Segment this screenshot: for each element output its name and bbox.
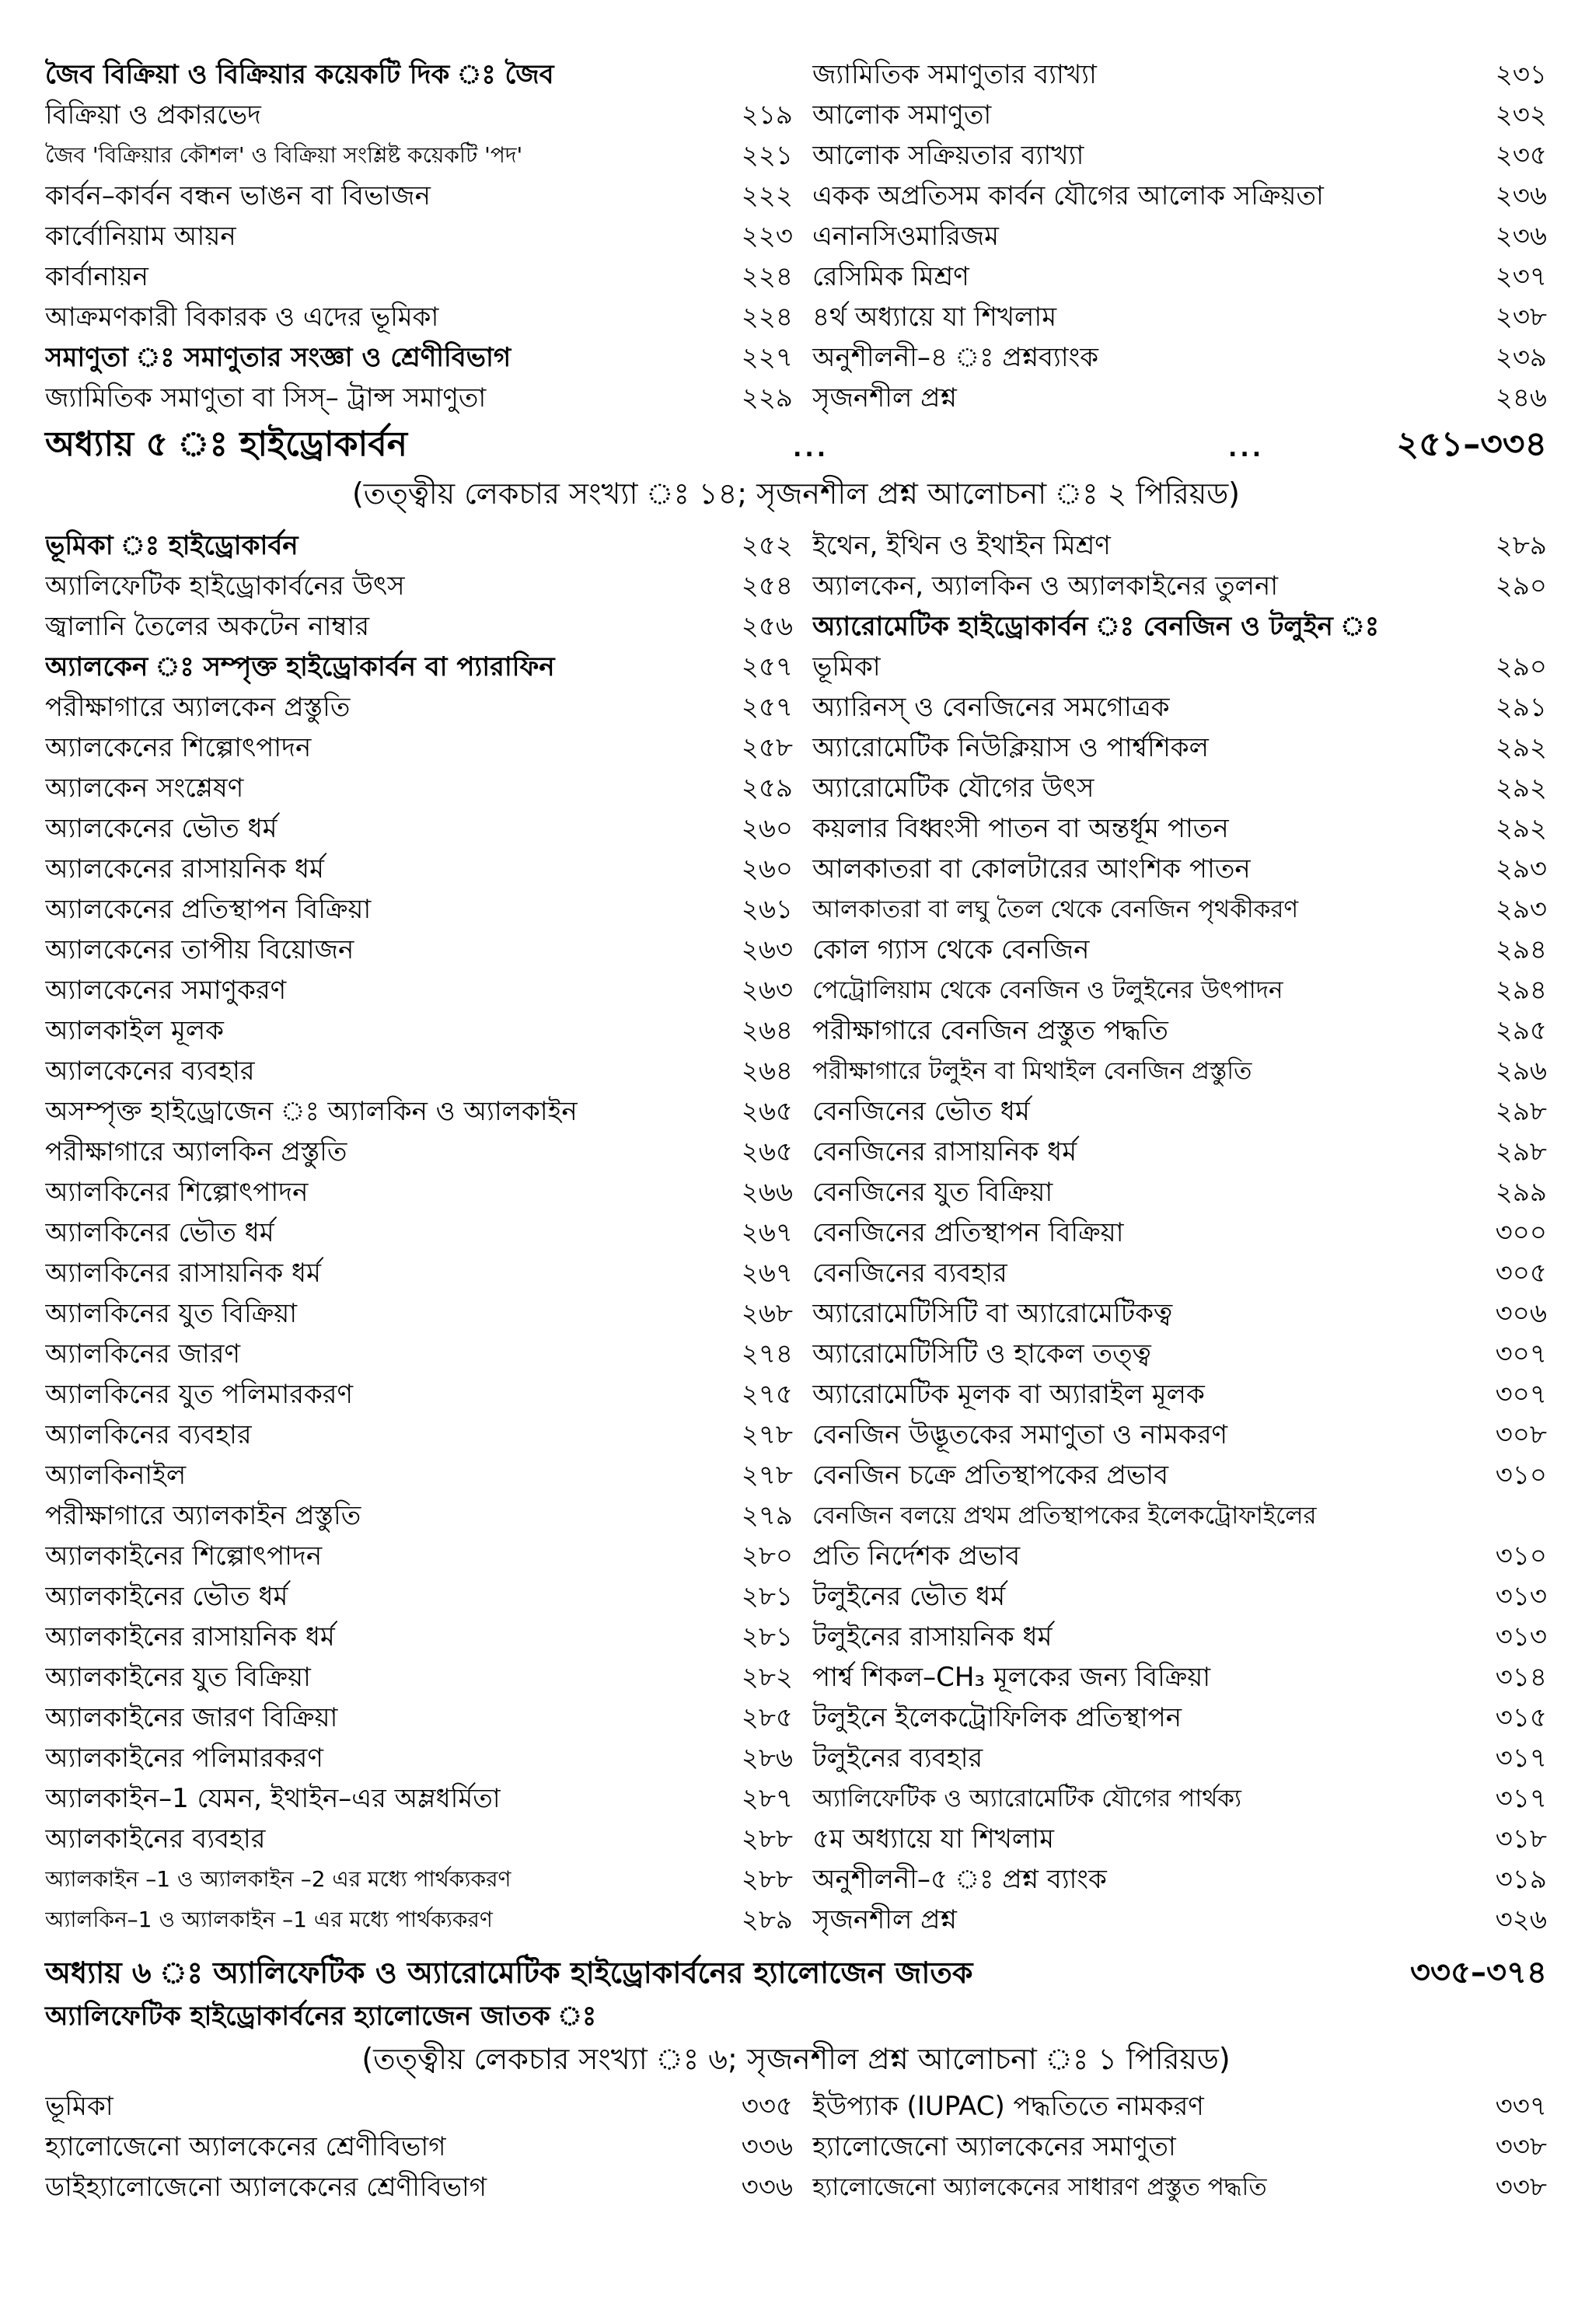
toc-left-page: ২১৯ [741,99,793,131]
toc-right-title: পার্শ্ব শিকল–CH₃ মূলকের জন্য বিক্রিয়া [812,1662,1211,1693]
toc-left-title: অ্যালকিনের জারণ [45,1338,241,1370]
toc-row [0,1415,1592,1455]
toc-right-page: ৩০৫ [1495,1258,1547,1289]
toc-left-page: ২৫৯ [741,773,793,804]
toc-right-page: ২৩৭ [1495,261,1547,292]
toc-row [0,1819,1592,1859]
toc-left-page: ২৮১ [741,1621,793,1652]
toc-right-title: অ্যারোমেটিসিটি বা অ্যারোমেটিকত্ব [812,1298,1173,1329]
toc-left-page: ২৬৭ [741,1258,793,1289]
toc-left-page: ২৬৫ [741,1096,793,1127]
toc-right-title: টলুইনের রাসায়নিক ধর্ম [812,1621,1053,1652]
toc-left-page: ২২৯ [741,382,793,414]
toc-left-page: ৩৩৬ [741,2172,793,2203]
toc-right-title: অ্যারোমেটিসিটি ও হাকেল তত্ত্ব [812,1338,1151,1370]
toc-left-title: আক্রমণকারী বিকারক ও এদের ভূমিকা [45,302,439,333]
section-subheading: অ্যালিফেটিক হাইড্রোকার্বনের হ্যালোজেন জাতক ঃ [45,2001,597,2032]
toc-left-title: পরীক্ষাগারে অ্যালকেন প্রস্তুতি [45,692,351,723]
toc-right-page: ২৯৪ [1495,975,1547,1006]
toc-left-title: অ্যালকেনের রাসায়নিক ধর্ম [45,853,324,885]
toc-left-page: ২৮৭ [741,1783,793,1814]
toc-right-page: ২৪৬ [1495,382,1547,414]
toc-left-page: ২৭৪ [741,1338,793,1370]
toc-right-title: কোল গ্যাস থেকে বেনজিন [812,934,1090,965]
chapter-page-range: ২৫১–৩৩৪ [1396,424,1547,464]
toc-right-page: ৩০০ [1495,1217,1547,1248]
toc-right-page: ২৯০ [1495,651,1547,682]
toc-left-page: ২৭৮ [741,1419,793,1450]
toc-row [0,1738,1592,1778]
toc-left-page: ২৫৮ [741,732,793,763]
toc-left-title: কার্বোনিয়াম আয়ন [45,221,236,252]
toc-row [0,297,1592,337]
toc-left-title: হ্যালোজেনো অ্যালকেনের শ্রেণীবিভাগ [45,2131,446,2162]
toc-right-title: জ্যামিতিক সমাণুতার ব্যাখ্যা [812,59,1097,90]
toc-right-page: ৩১৭ [1495,1743,1547,1774]
toc-left-page: ২৫৬ [741,611,793,642]
toc-row [0,2086,1592,2127]
toc-left-title: কার্বন–কার্বন বন্ধন ভাঙন বা বিভাজন [45,180,431,211]
toc-right-page: ২৩৯ [1495,342,1547,373]
dots-left: ... [793,435,829,462]
toc-left-title: জৈব বিক্রিয়া ও বিক্রিয়ার কয়েকটি দিক ঃ জৈব [45,59,554,90]
toc-right-page: ২৯২ [1495,732,1547,763]
toc-right-title: আলকাতরা বা কোলটারের আংশিক পাতন [812,853,1251,885]
toc-left-page: ২৮০ [741,1541,793,1572]
toc-left-page: ২৬০ [741,813,793,844]
toc-row [0,95,1592,135]
toc-left-title: অ্যালকেনের প্রতিস্থাপন বিক্রিয়া [45,894,372,925]
toc-right-title: বেনজিন চক্রে প্রতিস্থাপকের প্রভাব [812,1460,1169,1491]
toc-right-title: অ্যারোমেটিক হাইড্রোকার্বন ঃ বেনজিন ও টলুইন ঃ [812,611,1380,642]
toc-row [0,1010,1592,1051]
toc-left-title: অ্যালকাইনের রাসায়নিক ধর্ম [45,1621,335,1652]
chapter-page-range: ৩৩৫–৩৭৪ [1410,1955,1547,1991]
toc-left-page: ২৬৪ [741,1015,793,1046]
toc-left-page: ৩৩৬ [741,2131,793,2162]
toc-left-title: অ্যালকিনের যুত বিক্রিয়া [45,1298,298,1329]
toc-left-page: ২৮৬ [741,1743,793,1774]
toc-row [0,54,1592,95]
toc-right-title: টলুইনের ভৌত ধর্ম [812,1581,1006,1612]
toc-right-title: অ্যারোমেটিক মূলক বা অ্যারাইল মূলক [812,1379,1205,1410]
toc-row [0,1778,1592,1819]
toc-right-title: বেনজিনের ভৌত ধর্ম [812,1096,1030,1127]
toc-left-page: ২৬৫ [741,1136,793,1167]
toc-left-title: সমাণুতা ঃ সমাণুতার সংজ্ঞা ও শ্রেণীবিভাগ [45,342,511,373]
toc-right-title: বেনজিন উদ্ভূতকের সমাণুতা ও নামকরণ [812,1419,1228,1450]
toc-right-page: ২৯০ [1495,571,1547,602]
toc-left-page: ২৫৭ [741,692,793,723]
toc-row [0,1213,1592,1253]
toc-left-page: ২২২ [741,180,793,211]
toc-left-page: ৩৩৫ [741,2091,793,2122]
toc-right-title: আলোক সক্রিয়তার ব্যাখ্যা [812,140,1084,171]
toc-left-page: ২৭৮ [741,1460,793,1491]
toc-left-title: অ্যালকিনের শিল্পোৎপাদন [45,1177,309,1208]
toc-row [0,1495,1592,1536]
toc-right-title: ৫ম অধ্যায়ে যা শিখলাম [812,1823,1054,1855]
toc-left-page: ২৫৭ [741,651,793,682]
toc-row [0,930,1592,970]
toc-left-page: ২৬১ [741,894,793,925]
toc-right-page: ৩১৩ [1495,1581,1547,1612]
toc-left-title: জ্যামিতিক সমাণুতা বা সিস্‌– ট্রান্স সমাণুতা [45,382,487,414]
toc-left-page: ২৬৮ [741,1298,793,1329]
toc-left-title: অ্যালকিনাইল [45,1460,187,1491]
toc-right-page: ৩১৩ [1495,1621,1547,1652]
toc-row [0,1253,1592,1293]
toc-row [0,525,1592,566]
toc-right-title: পেট্রোলিয়াম থেকে বেনজিন ও টলুইনের উৎপাদন [812,976,1283,1004]
chapter-heading: অধ্যায় ৫ ঃ হাইড্রোকার্বন [45,424,408,464]
toc-row [0,176,1592,216]
toc-left-page: ২৬০ [741,853,793,885]
toc-left-title: অ্যালকিনের ভৌত ধর্ম [45,1217,274,1248]
toc-left-title: অ্যালকেনের ভৌত ধর্ম [45,813,278,844]
toc-right-page: ৩১৫ [1495,1702,1547,1733]
toc-left-page: ২৮২ [741,1662,793,1693]
toc-left-page: ২২৪ [741,302,793,333]
toc-left-title: অ্যালকেনের তাপীয় বিয়োজন [45,934,354,965]
toc-left-page: ২৬৬ [741,1177,793,1208]
toc-row [0,337,1592,378]
toc-right-page: ২৩৫ [1495,140,1547,171]
toc-left-page: ২৭৫ [741,1379,793,1410]
toc-right-title: ভূমিকা [812,651,881,682]
toc-right-page: ২৩২ [1495,99,1547,131]
toc-right-page: ৩০৭ [1495,1338,1547,1370]
toc-right-page: ২৯২ [1495,813,1547,844]
toc-right-title: অ্যালকেন, অ্যালকিন ও অ্যালকাইনের তুলনা [812,571,1279,602]
toc-right-page: ২৩৮ [1495,302,1547,333]
toc-right-title: পরীক্ষাগারে বেনজিন প্রস্তুত পদ্ধতি [812,1015,1168,1046]
toc-row [0,1900,1592,1940]
toc-right-page: ৩১০ [1495,1460,1547,1491]
toc-right-title: আলকাতরা বা লঘু তৈল থেকে বেনজিন পৃথকীকরণ [812,895,1299,923]
toc-row [0,1455,1592,1495]
toc-right-title: হ্যালোজেনো অ্যালকেনের সমাণুতা [812,2131,1176,2162]
toc-right-title: অ্যারোমেটিক নিউক্লিয়াস ও পার্শ্বশিকল [812,732,1209,763]
toc-left-title: অ্যালকাইনের যুত বিক্রিয়া [45,1662,311,1693]
toc-row [0,378,1592,418]
toc-right-page: ২৯৩ [1495,894,1547,925]
toc-left-page: ২৮৮ [741,1823,793,1855]
toc-row [0,1293,1592,1334]
toc-row [0,849,1592,889]
toc-left-title: অ্যালকেন সংশ্লেষণ [45,773,244,804]
toc-left-title: অ্যালকিনের ব্যবহার [45,1419,252,1450]
toc-left-page: ২২৭ [741,342,793,373]
toc-right-page: ২৩৬ [1495,221,1547,252]
toc-row [0,1374,1592,1415]
toc-row [0,1091,1592,1132]
toc-left-page: ২২১ [741,140,793,171]
toc-row [0,256,1592,297]
toc-right-page: ৩০৭ [1495,1379,1547,1410]
toc-right-title: টলুইনের ব্যবহার [812,1743,983,1774]
toc-right-page: ২৯৮ [1495,1096,1547,1127]
toc-right-page: ৩১৮ [1495,1823,1547,1855]
toc-left-title: অ্যালকিনের রাসায়নিক ধর্ম [45,1258,321,1289]
toc-right-page: ৩১৭ [1495,1783,1547,1814]
dots-right: ... [1228,435,1265,462]
toc-left-page: ২৬৪ [741,1056,793,1087]
toc-row [0,889,1592,930]
toc-left-title: ডাইহ্যালোজেনো অ্যালকেনের শ্রেণীবিভাগ [45,2172,487,2203]
toc-left-title: অ্যালকাইনের পলিমারকরণ [45,1743,323,1774]
toc-right-page: ৩১০ [1495,1541,1547,1572]
toc-right-page: ৩০৮ [1495,1419,1547,1450]
toc-left-title: অ্যালকাইনের জারণ বিক্রিয়া [45,1702,338,1733]
toc-right-page: ২৯৯ [1495,1177,1547,1208]
toc-right-title: বেনজিনের যুত বিক্রিয়া [812,1177,1053,1208]
toc-left-title: অ্যালকাইনের ভৌত ধর্ম [45,1581,288,1612]
toc-row [0,1132,1592,1172]
toc-left-title: অ্যালকেনের ব্যবহার [45,1056,255,1087]
lecture-info: (তত্ত্বীয় লেকচার সংখ্যা ঃ ৬; সৃজনশীল প্রশ্ন আলোচনা ঃ ১ পিরিয়ড) [361,2042,1231,2076]
toc-right-title: সৃজনশীল প্রশ্ন [812,382,957,414]
toc-row [0,2127,1592,2167]
toc-row [0,1051,1592,1091]
toc-left-page: ২৭৯ [741,1500,793,1531]
toc-right-title: আলোক সমাণুতা [812,99,992,131]
toc-right-page: ২৯৮ [1495,1136,1547,1167]
toc-right-page: ৩৩৮ [1495,2172,1547,2203]
toc-left-page: ২২৪ [741,261,793,292]
chapter-heading: অধ্যায় ৬ ঃ অ্যালিফেটিক ও অ্যারোমেটিক হাইড্রোকার্বনের হ্যালোজেন জাতক [45,1956,973,1990]
toc-row [0,1657,1592,1698]
toc-left-page: ২৮৮ [741,1864,793,1895]
toc-right-title: বেনজিন বলয়ে প্রথম প্রতিস্থাপকের ইলেকট্রোফাইলের [812,1502,1317,1530]
toc-right-page: ২৯৬ [1495,1056,1547,1087]
toc-left-title: অ্যালকাইনের ব্যবহার [45,1823,266,1855]
toc-left-title: অ্যালকাইল মূলক [45,1015,224,1046]
toc-right-title: অ্যালিফেটিক ও অ্যারোমেটিক যৌগের পার্থক্য [812,1785,1241,1813]
toc-right-page: ৩১৯ [1495,1864,1547,1895]
toc-row [0,566,1592,606]
toc-left-title: কার্বানায়ন [45,261,148,292]
toc-right-page: ৩২৬ [1495,1904,1547,1935]
toc-right-title: বেনজিনের ব্যবহার [812,1258,1007,1289]
toc-right-title: এনানসিওমারিজম [812,221,999,252]
toc-right-title: রেসিমিক মিশ্রণ [812,261,969,292]
lecture-info: (তত্ত্বীয় লেকচার সংখ্যা ঃ ১৪; সৃজনশীল প্রশ্ন আলোচনা ঃ ২ পিরিয়ড) [351,476,1240,511]
toc-right-title: সৃজনশীল প্রশ্ন [812,1904,957,1935]
toc-right-title: কয়লার বিধ্বংসী পাতন বা অন্তর্ধূম পাতন [812,813,1229,844]
toc-left-title: অ্যালকেন ঃ সম্পৃক্ত হাইড্রোকার্বন বা প্যারাফিন [45,651,555,682]
toc-right-page: ২৩১ [1495,59,1547,90]
toc-row [0,970,1592,1010]
toc-left-title: জৈব 'বিক্রিয়ার কৌশল' ও বিক্রিয়া সংশ্লিষ্ট কয়েকটি 'পদ' [45,142,523,168]
toc-right-page: ৩১৪ [1495,1662,1547,1693]
toc-left-page: ২৫২ [741,530,793,561]
toc-left-title: অ্যালকিনের যুত পলিমারকরণ [45,1379,354,1410]
toc-right-page: ৩৩৭ [1495,2091,1547,2122]
toc-right-page: ২৯১ [1495,692,1547,723]
toc-row [0,606,1592,647]
toc-left-page: ২২৩ [741,221,793,252]
toc-left-title: পরীক্ষাগারে অ্যালকাইন প্রস্তুতি [45,1500,361,1531]
toc-right-page: ২৮৯ [1495,530,1547,561]
toc-left-page: ২৬৭ [741,1217,793,1248]
toc-right-title: অনুশীলনী–৪ ঃ প্রশ্নব্যাংক [812,342,1099,373]
toc-row [0,1172,1592,1213]
toc-row [0,687,1592,728]
toc-row [0,1536,1592,1576]
toc-left-title: অ্যালকিন–1 ও অ্যালকাইন –1 এর মধ্যে পার্থক্যকরণ [45,1907,493,1932]
toc-right-page: ২৩৬ [1495,180,1547,211]
toc-right-page: ২৯৪ [1495,934,1547,965]
toc-right-title: অ্যারিনস্‌ ও বেনজিনের সমগোত্রক [812,692,1170,723]
toc-left-page: ২৮৫ [741,1702,793,1733]
toc-left-title: অ্যালিফেটিক হাইড্রোকার্বনের উৎস [45,571,405,602]
toc-right-title: অনুশীলনী–৫ ঃ প্রশ্ন ব্যাংক [812,1864,1107,1895]
toc-right-title: ইউপ্যাক (IUPAC) পদ্ধতিতে নামকরণ [812,2091,1204,2122]
toc-left-page: ২৬৩ [741,934,793,965]
toc-row [0,808,1592,849]
toc-right-title: হ্যালোজেনো অ্যালকেনের সাধারণ প্রস্তুত পদ্ধতি [812,2173,1267,2201]
toc-right-title: বেনজিনের রাসায়নিক ধর্ম [812,1136,1077,1167]
toc-left-page: ২৫৪ [741,571,793,602]
toc-left-page: ২৮১ [741,1581,793,1612]
toc-row [0,647,1592,687]
toc-left-title: অ্যালকাইন –1 ও অ্যালকাইন –2 এর মধ্যে পার্থক্যকরণ [45,1866,511,1892]
toc-row [0,1617,1592,1657]
toc-row [0,1698,1592,1738]
toc-right-title: পরীক্ষাগারে টলুইন বা মিথাইল বেনজিন প্রস্তুতি [812,1057,1252,1085]
toc-left-title: অ্যালকাইনের শিল্পোৎপাদন [45,1541,323,1572]
toc-row [0,1859,1592,1900]
toc-row [0,1576,1592,1617]
toc-left-title: ভূমিকা [45,2091,113,2122]
toc-right-page: ৩০৬ [1495,1298,1547,1329]
toc-row [0,2167,1592,2207]
toc-right-title: অ্যারোমেটিক যৌগের উৎস [812,773,1094,804]
toc-left-title: বিক্রিয়া ও প্রকারভেদ [45,99,261,131]
toc-left-title: অ্যালকাইন–1 যেমন, ইথাইন–এর অম্লধর্মিতা [45,1783,501,1814]
toc-right-title: টলুইনে ইলেকট্রোফিলিক প্রতিস্থাপন [812,1702,1182,1733]
toc-left-title: অ্যালকেনের শিল্পোৎপাদন [45,732,312,763]
toc-left-page: ২৮৯ [741,1904,793,1935]
toc-right-title: একক অপ্রতিসম কার্বন যৌগের আলোক সক্রিয়তা [812,180,1324,211]
toc-right-title: ইথেন, ইথিন ও ইথাইন মিশ্রণ [812,530,1111,561]
toc-right-page: ২৯২ [1495,773,1547,804]
toc-left-title: পরীক্ষাগারে অ্যালকিন প্রস্তুতি [45,1136,347,1167]
toc-row [0,135,1592,176]
toc-left-title: অ্যালকেনের সমাণুকরণ [45,975,287,1006]
toc-row [0,768,1592,808]
toc-row [0,216,1592,256]
toc-right-page: ২৯৫ [1495,1015,1547,1046]
toc-right-page: ৩৩৮ [1495,2131,1547,2162]
toc-right-title: ৪র্থ অধ্যায়ে যা শিখলাম [812,302,1057,333]
toc-right-page: ২৯৩ [1495,853,1547,885]
toc-left-title: ভূমিকা ঃ হাইড্রোকার্বন [45,530,298,561]
toc-row [0,1334,1592,1374]
toc-left-title: অসম্পৃক্ত হাইড্রোজেন ঃ অ্যালকিন ও অ্যালকাইন [45,1096,578,1127]
toc-row [0,728,1592,768]
toc-right-title: বেনজিনের প্রতিস্থাপন বিক্রিয়া [812,1217,1124,1248]
toc-left-title: জ্বালানি তৈলের অকটেন নাম্বার [45,611,370,642]
toc-left-page: ২৬৩ [741,975,793,1006]
toc-right-title: প্রতি নির্দেশক প্রভাব [812,1541,1021,1572]
